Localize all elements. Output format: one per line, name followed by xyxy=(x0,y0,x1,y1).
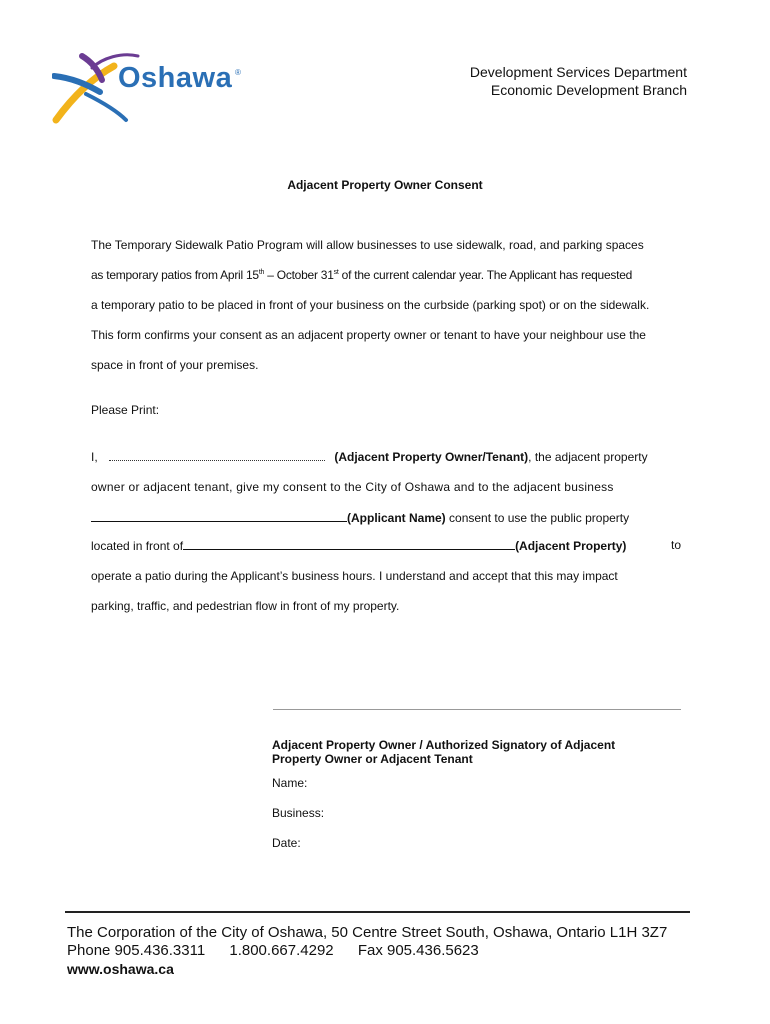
footer xyxy=(67,924,667,978)
consent-paragraph: I, (Adjacent Property Owner/Tenant), the adjacent property owner or adjacent tenant, give my consent to the City of Oshawa and to the adjacent business (Applicant Name) consent to use the public property located in front of (Adjacent Property) to operate a patio during the Applicant’s business hours. I understand and accept that this may impact parking, traffic, and pedestrian flow in front of my property. xyxy=(91,450,681,613)
intro-line: space in front of your premises. xyxy=(91,358,259,372)
intro-line: This form confirms your consent as an adjacent property owner or tenant to have your neighbour use the xyxy=(91,328,646,342)
signature-block xyxy=(272,738,692,850)
date-label: Date: xyxy=(272,836,301,850)
intro-line: as temporary patios from April 15th – October 31st of the current calendar year. The Applicant has requested xyxy=(91,268,633,282)
footer-phone: Phone 905.436.3311 xyxy=(67,942,206,959)
intro-paragraph xyxy=(91,238,681,378)
consent-line: owner or adjacent tenant, give my consent to the City of Oshawa and to the adjacent business xyxy=(91,480,614,494)
branch-name: Economic Development Branch xyxy=(490,82,687,98)
intro-line: The Temporary Sidewalk Patio Program will allow businesses to use sidewalk, road, and parking spaces xyxy=(91,238,644,252)
signatory-title: Property Owner or Adjacent Tenant xyxy=(272,752,473,766)
business-label: Business: xyxy=(272,806,325,820)
property-label: (Adjacent Property) xyxy=(515,539,627,553)
property-address-field[interactable] xyxy=(183,538,515,550)
applicant-label: (Applicant Name) xyxy=(347,511,446,525)
please-print-label: Please Print: xyxy=(91,403,160,417)
name-label: Name: xyxy=(272,776,308,790)
footer-website-link[interactable]: www.oshawa.ca xyxy=(67,961,174,977)
signature-line[interactable] xyxy=(273,709,681,710)
i-label: I, xyxy=(91,450,98,464)
consent-line: parking, traffic, and pedestrian flow in front of my property. xyxy=(91,599,400,613)
footer-address: The Corporation of the City of Oshawa, 50 Centre Street South, Oshawa, Ontario L1H 3Z7 xyxy=(67,924,668,941)
department-header xyxy=(470,63,687,99)
department-name: Development Services Department xyxy=(469,64,687,80)
owner-name-field[interactable] xyxy=(109,450,325,461)
signatory-title: Adjacent Property Owner / Authorized Signatory of Adjacent xyxy=(272,738,616,752)
registered-mark: ® xyxy=(235,68,241,77)
oshawa-logo xyxy=(52,48,262,128)
footer-fax: Fax 905.436.5623 xyxy=(357,942,479,959)
applicant-name-field[interactable] xyxy=(91,510,347,522)
owner-label: (Adjacent Property Owner/Tenant) xyxy=(334,450,529,464)
form-title: Adjacent Property Owner Consent xyxy=(287,178,483,192)
footer-divider xyxy=(65,911,690,913)
intro-line: a temporary patio to be placed in front of your business on the curbside (parking spot) or on the sidewalk. xyxy=(91,298,650,312)
footer-tollfree: 1.800.667.4292 xyxy=(229,942,334,959)
logo-wordmark: Oshawa xyxy=(118,62,233,94)
consent-line: operate a patio during the Applicant’s business hours. I understand and accept that this may impact xyxy=(91,569,618,583)
